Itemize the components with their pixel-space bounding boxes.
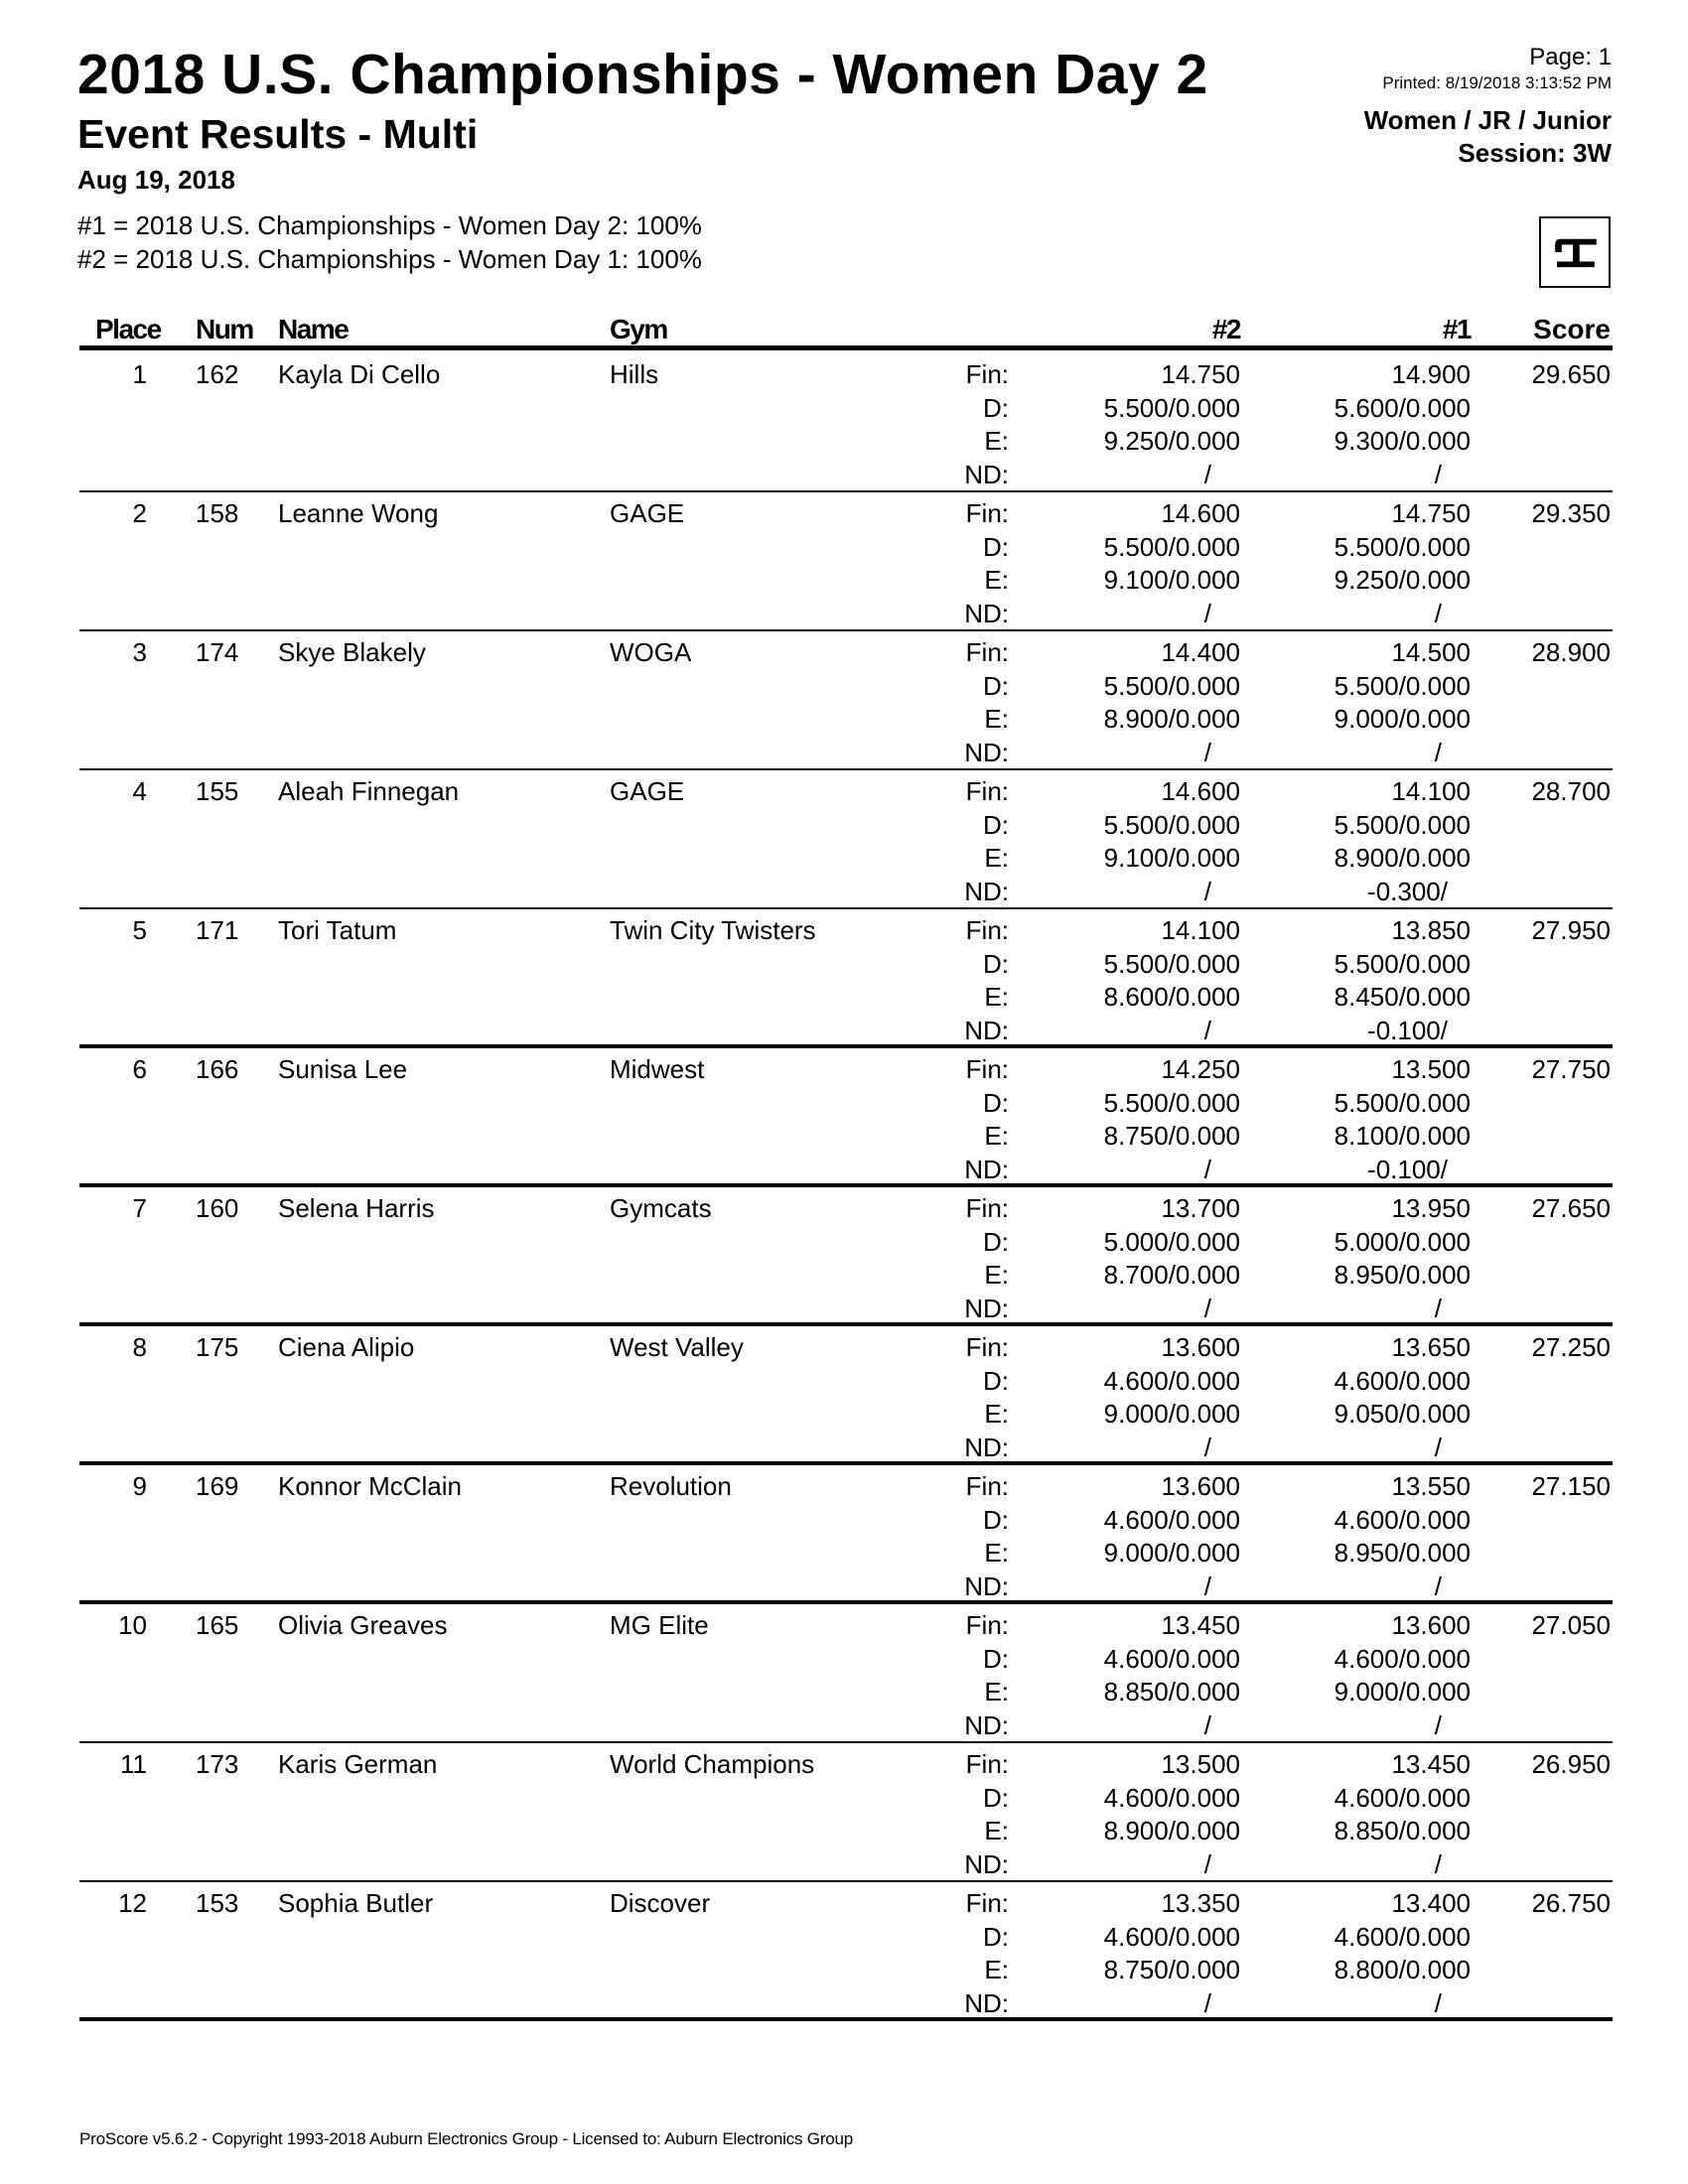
athlete-row (0, 1465, 1688, 1604)
athlete-place: 8 (132, 1332, 147, 1362)
score-line-label: ND: (964, 1848, 1009, 1879)
meet-2-e-value: 8.750/0.000 (1103, 1121, 1240, 1151)
score-line-label: E: (984, 1538, 1009, 1568)
meet-1-nd-value: / (1434, 459, 1442, 489)
score-line-e (0, 1816, 1688, 1849)
column-header-score: Score (1533, 314, 1611, 344)
score-line-nd (0, 599, 1688, 632)
report-date: Aug 19, 2018 (77, 165, 235, 195)
score-line-fin (0, 1610, 1688, 1644)
score-line-e (0, 426, 1688, 460)
athlete-number: 155 (196, 776, 239, 806)
meet-2-e-value: 9.000/0.000 (1103, 1399, 1240, 1429)
score-line-label: E: (984, 843, 1009, 873)
meet-2-fin-value: 13.350 (1161, 1888, 1240, 1918)
athlete-total-score: 28.700 (1531, 776, 1611, 806)
score-line-fin (0, 1332, 1688, 1366)
meet-2-nd-value: / (1203, 1432, 1211, 1462)
score-line-label: Fin: (965, 1888, 1009, 1918)
meet-1-e-value: 9.250/0.000 (1334, 565, 1471, 595)
meet-1-nd-value: -0.100/ (1367, 1154, 1448, 1184)
meet-1-e-value: 8.850/0.000 (1334, 1816, 1471, 1845)
footer-copyright: ProScore v5.6.2 - Copyright 1993-2018 Auburn Electronics Group - Licensed to: Auburn Electronics Group (79, 2129, 854, 2148)
score-line-nd (0, 1571, 1688, 1605)
score-line-nd (0, 1294, 1688, 1327)
meet-2-nd-value: / (1203, 1570, 1211, 1601)
score-line-label: E: (984, 1260, 1009, 1290)
meet-1-d-value: 4.600/0.000 (1334, 1643, 1471, 1674)
score-line-fin (0, 915, 1688, 949)
score-line-e (0, 565, 1688, 599)
athlete-row (0, 492, 1688, 631)
athlete-row (0, 1604, 1688, 1743)
meet-1-nd-value: / (1434, 598, 1442, 628)
score-line-fin (0, 1193, 1688, 1227)
score-line-label: ND: (964, 1154, 1009, 1184)
score-line-fin (0, 359, 1688, 393)
meet-1-fin-value: 13.500 (1391, 1054, 1471, 1084)
meet-1-fin-value: 13.650 (1391, 1332, 1471, 1362)
athlete-place: 9 (132, 1471, 147, 1501)
athlete-gym: WOGA (610, 637, 692, 667)
meet-2-fin-value: 13.600 (1161, 1332, 1240, 1362)
athlete-number: 160 (196, 1193, 239, 1223)
meet-2-d-value: 4.600/0.000 (1103, 1643, 1240, 1674)
score-line-label: Fin: (965, 1193, 1009, 1223)
meet-1-d-value: 4.600/0.000 (1334, 1365, 1471, 1396)
athlete-total-score: 27.650 (1531, 1193, 1611, 1223)
athlete-place: 10 (118, 1610, 147, 1640)
athlete-row (0, 1326, 1688, 1465)
meet-2-fin-value: 13.500 (1161, 1749, 1240, 1779)
athlete-row (0, 770, 1688, 909)
score-line-nd (0, 738, 1688, 771)
score-line-e (0, 1121, 1688, 1155)
score-line-nd (0, 1849, 1688, 1883)
athlete-name: Karis German (278, 1749, 438, 1779)
page-number: Page: 1 (1529, 44, 1612, 70)
session-label: Session: 3W (1458, 138, 1612, 168)
meet-1-e-value: 8.900/0.000 (1334, 843, 1471, 873)
athlete-place: 12 (118, 1888, 147, 1918)
score-line-fin (0, 1471, 1688, 1505)
meet-1-e-value: 8.950/0.000 (1334, 1260, 1471, 1290)
athlete-name: Konnor McClain (278, 1471, 462, 1501)
athlete-row (0, 1743, 1688, 1882)
score-line-label: E: (984, 565, 1009, 595)
meet-1-nd-value: / (1434, 1293, 1442, 1323)
athlete-total-score: 29.650 (1531, 359, 1611, 389)
score-line-nd (0, 1433, 1688, 1466)
meet-2-d-value: 5.500/0.000 (1103, 392, 1240, 423)
athlete-number: 166 (196, 1054, 239, 1084)
score-line-label: E: (984, 1121, 1009, 1151)
score-line-label: E: (984, 1816, 1009, 1845)
row-divider (79, 2017, 1613, 2021)
athlete-row (0, 353, 1688, 492)
meet-1-e-value: 9.300/0.000 (1334, 426, 1471, 456)
athlete-name: Selena Harris (278, 1193, 435, 1223)
score-line-d (0, 1366, 1688, 1400)
athlete-name: Skye Blakely (278, 637, 426, 667)
meet-1-nd-value: -0.100/ (1367, 1015, 1448, 1045)
meet-1-e-value: 9.000/0.000 (1334, 1677, 1471, 1706)
athlete-number: 165 (196, 1610, 239, 1640)
athlete-name: Aleah Finnegan (278, 776, 460, 806)
athlete-number: 171 (196, 915, 239, 945)
meet-2-e-value: 9.100/0.000 (1103, 843, 1240, 873)
score-line-e (0, 1399, 1688, 1433)
score-line-e (0, 1260, 1688, 1294)
athlete-total-score: 27.250 (1531, 1332, 1611, 1362)
report-subtitle: Event Results - Multi (77, 111, 479, 157)
athlete-row (0, 909, 1688, 1048)
meet-2-e-value: 9.100/0.000 (1103, 565, 1240, 595)
score-line-e (0, 704, 1688, 738)
column-header-name: Name (278, 314, 349, 344)
meet-1-d-value: 5.000/0.000 (1334, 1226, 1471, 1257)
meet-1-nd-value: / (1434, 1570, 1442, 1601)
meet-1-fin-value: 13.600 (1391, 1610, 1471, 1640)
meet-1-e-value: 8.100/0.000 (1334, 1121, 1471, 1151)
meet-2-nd-value: / (1203, 459, 1211, 489)
score-line-nd (0, 877, 1688, 910)
score-line-nd (0, 1155, 1688, 1188)
athlete-name: Olivia Greaves (278, 1610, 448, 1640)
results-table (0, 353, 1688, 2021)
athlete-total-score: 28.900 (1531, 637, 1611, 667)
meet-1-fin-value: 13.550 (1391, 1471, 1471, 1501)
score-line-d (0, 532, 1688, 566)
meet-1-d-value: 5.600/0.000 (1334, 392, 1471, 423)
column-header-place: Place (95, 314, 161, 344)
score-line-label: D: (983, 1782, 1009, 1813)
meet-2-d-value: 5.500/0.000 (1103, 531, 1240, 562)
score-line-e (0, 843, 1688, 877)
athlete-number: 153 (196, 1888, 239, 1918)
meet-1-e-value: 8.450/0.000 (1334, 982, 1471, 1012)
athlete-total-score: 27.750 (1531, 1054, 1611, 1084)
score-line-d (0, 671, 1688, 705)
athlete-total-score: 27.150 (1531, 1471, 1611, 1501)
meet-2-d-value: 5.500/0.000 (1103, 948, 1240, 979)
meet-1-d-value: 5.500/0.000 (1334, 1087, 1471, 1118)
meet-1-fin-value: 13.950 (1391, 1193, 1471, 1223)
score-line-label: Fin: (965, 498, 1009, 528)
score-line-label: D: (983, 392, 1009, 423)
meet-1-d-value: 5.500/0.000 (1334, 948, 1471, 979)
athlete-gym: Discover (610, 1888, 711, 1918)
score-line-d (0, 393, 1688, 427)
score-line-d (0, 1088, 1688, 1122)
athlete-number: 162 (196, 359, 239, 389)
score-line-label: E: (984, 1955, 1009, 1984)
meet-2-nd-value: / (1203, 1154, 1211, 1184)
score-line-label: D: (983, 1087, 1009, 1118)
score-line-label: Fin: (965, 1054, 1009, 1084)
meet-2-d-value: 4.600/0.000 (1103, 1921, 1240, 1952)
score-line-e (0, 1955, 1688, 1988)
score-line-label: D: (983, 809, 1009, 840)
meet-2-fin-value: 13.600 (1161, 1471, 1240, 1501)
athlete-name: Sophia Butler (278, 1888, 434, 1918)
score-line-e (0, 982, 1688, 1016)
meet-1-d-value: 5.500/0.000 (1334, 670, 1471, 701)
meet-2-fin-value: 13.450 (1161, 1610, 1240, 1640)
score-line-fin (0, 1749, 1688, 1783)
athlete-row (0, 1882, 1688, 2021)
score-line-fin (0, 776, 1688, 810)
meet-1-d-value: 4.600/0.000 (1334, 1782, 1471, 1813)
score-line-nd (0, 460, 1688, 493)
meet-1-e-value: 8.800/0.000 (1334, 1955, 1471, 1984)
score-line-label: ND: (964, 1570, 1009, 1601)
meet-2-e-value: 8.750/0.000 (1103, 1955, 1240, 1984)
meet-2-nd-value: / (1203, 1709, 1211, 1740)
meet-1-fin-value: 13.450 (1391, 1749, 1471, 1779)
athlete-number: 175 (196, 1332, 239, 1362)
score-line-label: E: (984, 982, 1009, 1012)
meet-2-nd-value: / (1203, 1293, 1211, 1323)
meet-1-d-value: 4.600/0.000 (1334, 1921, 1471, 1952)
score-line-fin (0, 1054, 1688, 1088)
report-title: 2018 U.S. Championships - Women Day 2 (77, 43, 1208, 106)
score-line-label: ND: (964, 1293, 1009, 1323)
meet-1-fin-value: 14.750 (1391, 498, 1471, 528)
meet-1-d-value: 5.500/0.000 (1334, 531, 1471, 562)
meet-2-d-value: 4.600/0.000 (1103, 1365, 1240, 1396)
column-header-gym: Gym (610, 314, 667, 344)
score-line-label: ND: (964, 1987, 1009, 2018)
athlete-place: 5 (132, 915, 147, 945)
meet-1-fin-value: 14.100 (1391, 776, 1471, 806)
score-line-d (0, 810, 1688, 844)
meet-2-nd-value: / (1203, 876, 1211, 906)
score-line-label: ND: (964, 1709, 1009, 1740)
athlete-gym: GAGE (610, 776, 685, 806)
meet-2-d-value: 4.600/0.000 (1103, 1504, 1240, 1535)
meet-2-e-value: 8.900/0.000 (1103, 704, 1240, 734)
score-line-label: ND: (964, 598, 1009, 628)
score-line-label: E: (984, 426, 1009, 456)
athlete-total-score: 27.050 (1531, 1610, 1611, 1640)
score-line-label: E: (984, 704, 1009, 734)
score-line-label: ND: (964, 1015, 1009, 1045)
score-line-d (0, 1505, 1688, 1539)
meet-2-nd-value: / (1203, 737, 1211, 767)
athlete-total-score: 27.950 (1531, 915, 1611, 945)
score-line-label: Fin: (965, 915, 1009, 945)
score-line-label: E: (984, 1677, 1009, 1706)
athlete-name: Sunisa Lee (278, 1054, 408, 1084)
score-line-label: ND: (964, 876, 1009, 906)
meet-1-fin-value: 13.850 (1391, 915, 1471, 945)
score-line-e (0, 1677, 1688, 1710)
score-line-d (0, 1227, 1688, 1261)
score-line-nd (0, 1016, 1688, 1049)
athlete-number: 174 (196, 637, 239, 667)
score-line-label: ND: (964, 1432, 1009, 1462)
meet-2-nd-value: / (1203, 598, 1211, 628)
score-line-d (0, 949, 1688, 983)
meet-1-fin-value: 13.400 (1391, 1888, 1471, 1918)
meet-2-e-value: 8.600/0.000 (1103, 982, 1240, 1012)
score-line-label: ND: (964, 737, 1009, 767)
score-line-label: E: (984, 1399, 1009, 1429)
meet-1-nd-value: / (1434, 1432, 1442, 1462)
athlete-number: 169 (196, 1471, 239, 1501)
athlete-place: 1 (132, 359, 147, 389)
meet-2-d-value: 5.500/0.000 (1103, 1087, 1240, 1118)
meet-2-nd-value: / (1203, 1987, 1211, 2018)
meet-1-e-value: 9.050/0.000 (1334, 1399, 1471, 1429)
athlete-name: Leanne Wong (278, 498, 439, 528)
meet-2-fin-value: 14.100 (1161, 915, 1240, 945)
athlete-place: 11 (120, 1749, 147, 1779)
score-line-label: Fin: (965, 1749, 1009, 1779)
meet-1-d-value: 4.600/0.000 (1334, 1504, 1471, 1535)
athlete-place: 4 (132, 776, 147, 806)
athlete-gym: GAGE (610, 498, 685, 528)
athlete-name: Tori Tatum (278, 915, 397, 945)
meet-2-fin-value: 14.400 (1161, 637, 1240, 667)
meet-1-d-value: 5.500/0.000 (1334, 809, 1471, 840)
score-line-label: Fin: (965, 1332, 1009, 1362)
athlete-place: 2 (132, 498, 147, 528)
score-line-fin (0, 637, 1688, 671)
score-line-nd (0, 1988, 1688, 2022)
score-line-label: D: (983, 948, 1009, 979)
meet-2-d-value: 5.500/0.000 (1103, 670, 1240, 701)
meet-1-nd-value: -0.300/ (1367, 876, 1448, 906)
athlete-total-score: 26.950 (1531, 1749, 1611, 1779)
score-line-label: ND: (964, 459, 1009, 489)
athlete-gym: MG Elite (610, 1610, 709, 1640)
meet-2-d-value: 4.600/0.000 (1103, 1782, 1240, 1813)
athlete-number: 158 (196, 498, 239, 528)
score-line-fin (0, 1888, 1688, 1922)
printed-timestamp: Printed: 8/19/2018 3:13:52 PM (1382, 73, 1612, 92)
meet-2-fin-value: 14.250 (1161, 1054, 1240, 1084)
score-line-label: D: (983, 1504, 1009, 1535)
meet-2-d-value: 5.500/0.000 (1103, 809, 1240, 840)
score-weight-1: #1 = 2018 U.S. Championships - Women Day 2: 100% (77, 210, 702, 240)
score-line-e (0, 1538, 1688, 1571)
meet-1-e-value: 8.950/0.000 (1334, 1538, 1471, 1568)
score-line-label: Fin: (965, 359, 1009, 389)
meet-2-nd-value: / (1203, 1848, 1211, 1879)
meet-2-e-value: 8.700/0.000 (1103, 1260, 1240, 1290)
meet-1-e-value: 9.000/0.000 (1334, 704, 1471, 734)
score-line-label: D: (983, 531, 1009, 562)
column-header-num: Num (196, 314, 253, 344)
meet-2-fin-value: 14.750 (1161, 359, 1240, 389)
meet-2-fin-value: 13.700 (1161, 1193, 1240, 1223)
score-line-label: D: (983, 1643, 1009, 1674)
athlete-gym: Twin City Twisters (610, 915, 816, 945)
athlete-gym: World Champions (610, 1749, 815, 1779)
t-glyph-icon (1541, 218, 1609, 286)
score-line-label: Fin: (965, 776, 1009, 806)
athlete-gym: Hills (610, 359, 659, 389)
score-line-nd (0, 1710, 1688, 1744)
meet-2-e-value: 8.850/0.000 (1103, 1677, 1240, 1706)
column-header-meet-1: #1 (1442, 314, 1471, 344)
athlete-gym: Gymcats (610, 1193, 712, 1223)
meet-1-fin-value: 14.500 (1391, 637, 1471, 667)
score-line-label: D: (983, 1921, 1009, 1952)
meet-1-nd-value: / (1434, 1709, 1442, 1740)
score-line-d (0, 1922, 1688, 1956)
athlete-place: 7 (132, 1193, 147, 1223)
meet-1-fin-value: 14.900 (1391, 359, 1471, 389)
meet-2-e-value: 9.250/0.000 (1103, 426, 1240, 456)
meet-2-e-value: 8.900/0.000 (1103, 1816, 1240, 1845)
meet-2-nd-value: / (1203, 1015, 1211, 1045)
athlete-name: Kayla Di Cello (278, 359, 441, 389)
meet-2-fin-value: 14.600 (1161, 776, 1240, 806)
score-line-d (0, 1783, 1688, 1817)
score-weight-2: #2 = 2018 U.S. Championships - Women Day 1: 100% (77, 244, 702, 274)
athlete-row (0, 631, 1688, 770)
meet-1-nd-value: / (1434, 1987, 1442, 2018)
meet-2-d-value: 5.000/0.000 (1103, 1226, 1240, 1257)
athlete-gym: Midwest (610, 1054, 705, 1084)
athlete-name: Ciena Alipio (278, 1332, 415, 1362)
score-line-label: D: (983, 1226, 1009, 1257)
column-header-meet-2: #2 (1211, 314, 1240, 344)
proscore-logo-icon (1539, 216, 1611, 288)
athlete-place: 3 (132, 637, 147, 667)
score-line-label: D: (983, 1365, 1009, 1396)
meet-1-nd-value: / (1434, 1848, 1442, 1879)
score-line-fin (0, 498, 1688, 532)
athlete-total-score: 29.350 (1531, 498, 1611, 528)
athlete-total-score: 26.750 (1531, 1888, 1611, 1918)
athlete-gym: Revolution (610, 1471, 732, 1501)
meet-1-nd-value: / (1434, 737, 1442, 767)
athlete-place: 6 (132, 1054, 147, 1084)
athlete-row (0, 1048, 1688, 1187)
athlete-row (0, 1187, 1688, 1326)
meet-2-e-value: 9.000/0.000 (1103, 1538, 1240, 1568)
athlete-gym: West Valley (610, 1332, 744, 1362)
score-line-label: D: (983, 670, 1009, 701)
division-label: Women / JR / Junior (1363, 105, 1612, 135)
score-line-label: Fin: (965, 1610, 1009, 1640)
score-line-label: Fin: (965, 637, 1009, 667)
score-line-label: Fin: (965, 1471, 1009, 1501)
score-line-d (0, 1644, 1688, 1678)
athlete-number: 173 (196, 1749, 239, 1779)
header-divider (79, 345, 1613, 350)
meet-2-fin-value: 14.600 (1161, 498, 1240, 528)
